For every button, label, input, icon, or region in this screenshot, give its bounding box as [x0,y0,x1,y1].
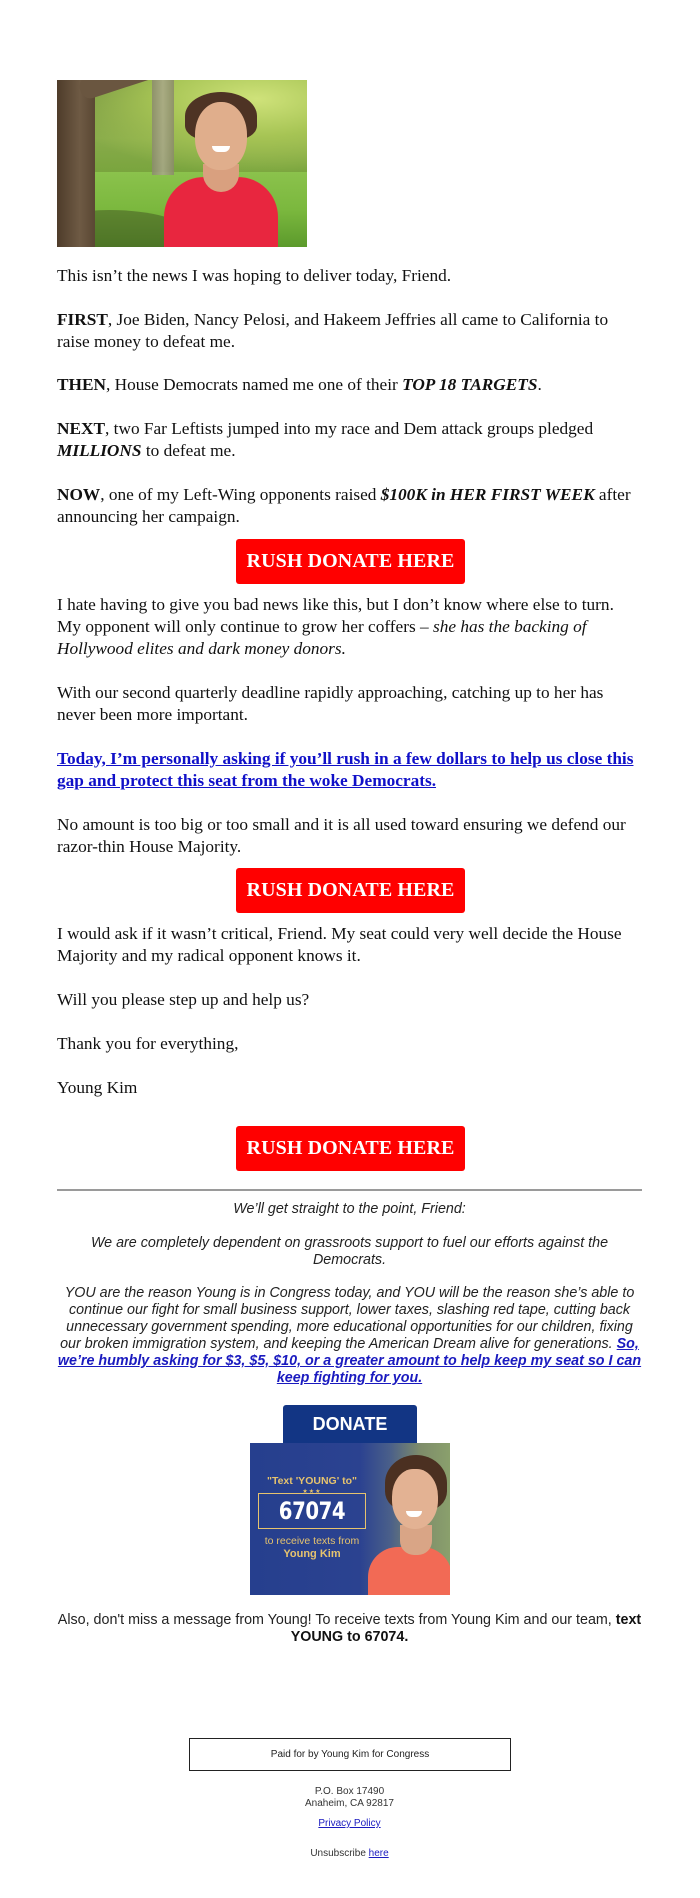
paid-for-disclaimer: Paid for by Young Kim for Congress [189,1738,511,1771]
then-emphasis: TOP 18 TARGETS [402,375,538,394]
first-paragraph [57,309,642,353]
now-text: , one of my Left-Wing opponents raised [100,485,381,504]
appeal-reason [57,1285,642,1387]
banner-person-neck [400,1525,432,1555]
privacy-policy-link[interactable]: Privacy Policy [318,1818,381,1829]
unsubscribe-text: Unsubscribe [310,1848,369,1859]
now-emphasis: $100K in HER FIRST WEEK [380,485,595,504]
sms-signup-text: Also, don't miss a message from Young! To receive texts from Young Kim and our team, [57,1612,616,1628]
appeal-dependent [57,1235,642,1269]
appeal-intro-text: We’ll get straight to the point, Friend: [233,1201,466,1217]
rush-donate-button[interactable]: RUSH DONATE HERE [236,539,465,584]
signature [57,1077,642,1099]
next-emphasis: MILLIONS [57,441,142,460]
first-lead: FIRST [57,310,108,329]
rush-donate-button[interactable]: RUSH DONATE HERE [236,868,465,913]
thanks-paragraph [57,1033,642,1055]
banner-short-code: 67074 [278,1497,346,1525]
appeal-dependent-text: We are completely dependent on grassroots support to fuel our efforts against the Democrats. [90,1235,609,1268]
now-end: after announcing her campaign. [57,485,631,526]
critical-paragraph [57,923,642,967]
sms-signup-paragraph [57,1612,642,1646]
section-divider [57,1189,642,1191]
banner-receive-text: to receive texts from [264,1535,360,1547]
next-text: , two Far Leftists jumped into my race and Dem attack groups pledged [105,419,594,438]
banner-person-face [392,1469,438,1529]
mailing-address [57,1786,642,1810]
privacy-row [57,1818,642,1830]
unsubscribe-link[interactable]: here [368,1848,389,1859]
star-icon: ★★★ [302,1489,322,1495]
appeal-reason-text: YOU are the reason Young is in Congress today, and YOU will be the reason she’s able to continue our fight for small business support, lower taxes, slashing red tape, cutting back unnecessary government spending, more educational opportunities for our children, fixing our broken immigration system, and keeping the American Dream alive for generations. [60,1285,635,1352]
next-paragraph [57,418,642,462]
appeal-intro [57,1201,642,1218]
amount-text: No amount is too big or too small and it is all used toward ensuring we defend our razor-thin House Majority. [57,815,626,856]
banner-name: Young Kim [283,1548,341,1560]
signature-text: Young Kim [57,1078,138,1097]
then-paragraph [57,374,642,396]
thanks-text: Thank you for everything, [57,1034,239,1053]
step-up-paragraph [57,989,642,1011]
now-lead: NOW [57,485,101,504]
now-paragraph [57,484,642,528]
critical-text: I would ask if it wasn’t critical, Friend. My seat could very well decide the House Majority and my radical opponent knows it. [57,924,622,965]
banner-text-instruction: "Text 'YOUNG' to" [266,1475,357,1487]
greeting-paragraph [57,265,642,287]
address-line-1: P.O. Box 17490 [314,1786,385,1797]
ask-paragraph [57,748,642,792]
bad-news-text: I hate having to give you bad news like this, but I don’t know where else to turn. My opponent will only continue to grow her coffers – [57,595,614,636]
sms-signup-code: text YOUNG to 67074. [290,1612,642,1645]
humble-ask-link[interactable]: So, we’re humbly asking for $3, $5, $10, or a greater amount to help keep my seat so I can keep fighting for you. [57,1336,642,1386]
photo-tree-trunk [57,80,95,247]
address-line-2: Anaheim, CA 92817 [305,1798,394,1809]
next-lead: NEXT [57,419,106,438]
hero-photo [57,80,307,247]
first-text: , Joe Biden, Nancy Pelosi, and Hakeem Jeffries all came to California to raise money to defeat me. [57,310,609,351]
then-end: . [537,375,542,394]
photo-person-face [195,102,247,170]
step-up-text: Will you please step up and help us? [57,990,310,1009]
next-end: to defeat me. [141,441,236,460]
donate-button[interactable]: DONATE [283,1405,417,1444]
amount-paragraph [57,814,642,858]
greeting-text: This isn’t the news I was hoping to deliver today, Friend. [57,266,452,285]
photo-tree-trunk [152,80,174,175]
bad-news-paragraph [57,594,642,660]
then-text: , House Democrats named me one of their [105,375,403,394]
then-lead: THEN [57,375,106,394]
deadline-paragraph [57,682,642,726]
personal-ask-link[interactable]: Today, I’m personally asking if you’ll rush in a few dollars to help us close this gap and protect this seat from the woke Democrats. [57,749,634,790]
rush-donate-button[interactable]: RUSH DONATE HERE [236,1126,465,1171]
unsubscribe-row [57,1848,642,1860]
deadline-text: With our second quarterly deadline rapidly approaching, catching up to her has never been more important. [57,683,604,724]
text-young-banner[interactable] [250,1443,450,1595]
bad-news-italic: she has the backing of Hollywood elites and dark money donors. [57,617,587,658]
